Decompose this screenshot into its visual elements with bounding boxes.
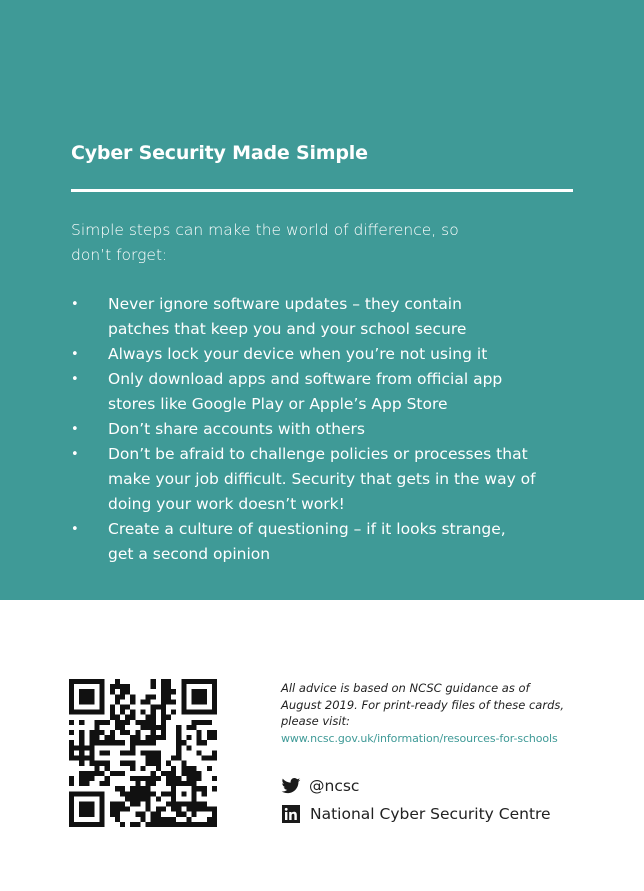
list-item-line: Create a culture of questioning – if it looks strange, xyxy=(108,520,506,538)
twitter-bird-icon xyxy=(281,776,301,796)
list-item xyxy=(71,292,571,342)
resources-link[interactable]: www.ncsc.gov.uk/information/resources-for-schools xyxy=(281,732,558,745)
list-item xyxy=(71,342,571,367)
advice-text xyxy=(281,680,601,730)
list-item xyxy=(71,517,571,567)
tips-list xyxy=(71,292,571,567)
advice-line-1: All advice is based on NCSC guidance as of xyxy=(281,681,530,695)
bullet-icon: • xyxy=(71,372,79,387)
twitter-handle: @ncsc xyxy=(309,777,360,795)
list-item xyxy=(71,417,571,442)
list-item-line: Only download apps and software from official app xyxy=(108,370,503,388)
list-item xyxy=(71,442,571,517)
linkedin-name: National Cyber Security Centre xyxy=(310,805,551,823)
list-item-line: Don’t be afraid to challenge policies or processes that xyxy=(108,445,528,463)
intro-text xyxy=(71,218,501,268)
list-item-line: Never ignore software updates – they contain xyxy=(108,295,462,313)
intro-line-2: don’t forget: xyxy=(71,246,168,264)
bullet-icon: • xyxy=(71,297,79,312)
list-item-line: doing your work doesn’t work! xyxy=(108,495,345,513)
list-item-line: get a second opinion xyxy=(108,545,271,563)
intro-line-1: Simple steps can make the world of difference, so xyxy=(71,221,459,239)
twitter-contact[interactable] xyxy=(281,776,359,796)
qr-code[interactable] xyxy=(69,679,217,827)
advice-line-2: August 2019. For print-ready files of these cards, xyxy=(281,697,565,712)
advice-line-3: please visit: xyxy=(281,714,350,728)
linkedin-icon xyxy=(281,804,301,824)
list-item-line: stores like Google Play or Apple’s App Store xyxy=(108,395,448,413)
bullet-icon: • xyxy=(71,522,79,537)
bullet-icon: • xyxy=(71,422,79,437)
list-item-line: Don’t share accounts with others xyxy=(108,420,365,438)
linkedin-contact[interactable] xyxy=(281,804,551,824)
list-item-line: make your job difficult. Security that gets in the way of xyxy=(108,470,536,488)
card-title: Cyber Security Made Simple xyxy=(71,142,368,164)
list-item xyxy=(71,367,571,417)
list-item-line: patches that keep you and your school secure xyxy=(108,320,467,338)
bullet-icon: • xyxy=(71,447,79,462)
title-divider xyxy=(71,189,573,192)
list-item-line: Always lock your device when you’re not using it xyxy=(108,345,488,363)
bullet-icon: • xyxy=(71,347,79,362)
